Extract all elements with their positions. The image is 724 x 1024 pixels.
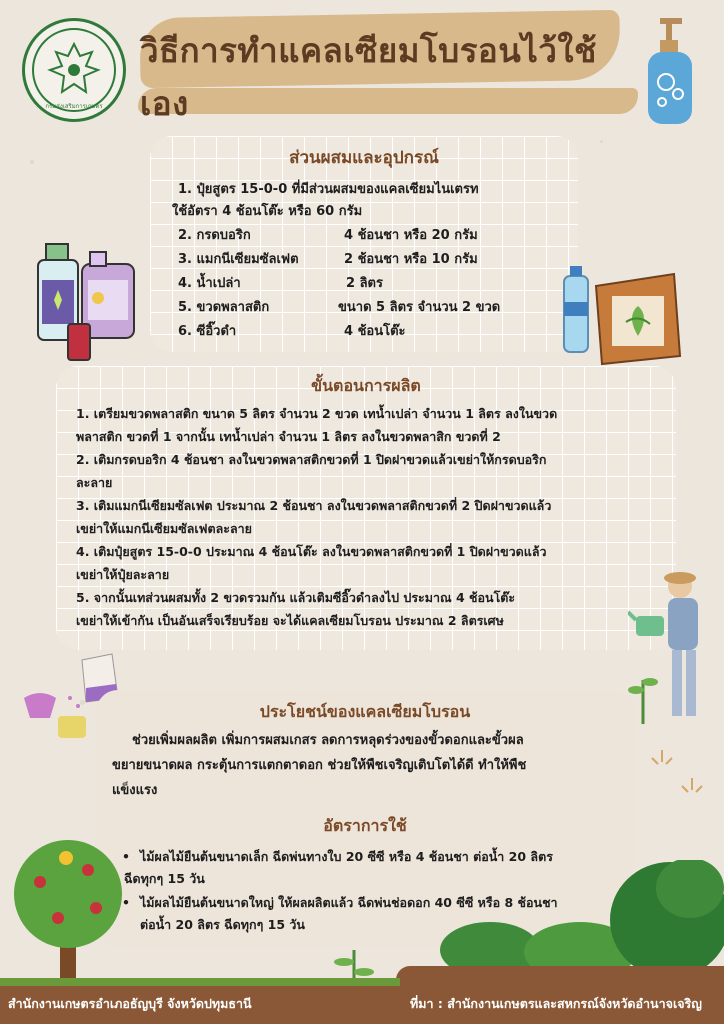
ingredient-name: 5. ขวดพลาสติก — [178, 300, 270, 315]
step-line: เขย่าให้ปุ๋ยละลาย — [76, 567, 170, 582]
ingredient-amount: 2 ช้อนชา หรือ 10 กรัม — [344, 252, 478, 267]
steps-heading: ขั้นตอนการผลิต — [311, 376, 421, 395]
ingredients-heading: ส่วนผสมและอุปกรณ์ — [289, 148, 439, 168]
grass-strip-icon — [0, 972, 400, 986]
bg-speck — [600, 140, 603, 143]
chemical-bottles-icon — [34, 240, 140, 364]
footer-source: ที่มา : สำนักงานเกษตรและสหกรณ์จังหวัดอำนาจเจริญ — [410, 996, 702, 1011]
logo-caption: กรมส่งเสริมการเกษตร — [45, 103, 103, 110]
ingredient-amount: 4 ช้อนชา หรือ 20 กรัม — [344, 228, 478, 243]
bullet-icon: • — [122, 849, 130, 864]
usage-line: ฉีดทุกๆ 15 วัน — [124, 871, 205, 886]
benefit-line: ช่วยเพิ่มผลผลิต เพิ่มการผสมเกสร ลดการหลุดร่วงของขั้วดอกและขั้วผล — [132, 733, 524, 748]
footer-office-name: สำนักงานเกษตรอำเภอธัญบุรี จังหวัดปทุมธานี — [8, 996, 252, 1011]
department-logo — [22, 18, 126, 122]
water-and-soil-bag-icon — [556, 256, 686, 376]
step-line: 3. เติมแมกนีเซียมซัลเฟต ประมาณ 2 ช้อนชา ลงในขวดพลาสติกขวดที่ 2 ปิดฝาขวดแล้ว — [76, 498, 552, 513]
benefits-heading: ประโยชน์ของแคลเซียมโบรอน — [259, 702, 471, 721]
benefits-text — [112, 728, 632, 803]
usage-heading: อัตราการใช้ — [323, 816, 407, 835]
step-line: 5. จากนั้นเทส่วนผสมทั้ง 2 ขวดรวมกัน แล้วเติมซีอิ๊วดำลงไป ประมาณ 4 ช้อนโต๊ะ — [76, 590, 516, 605]
usage-line: ไม้ผลไม้ยืนต้นขนาดเล็ก ฉีดพ่นทางใบ 20 ซีซี หรือ 4 ช้อนชา ต่อน้ำ 20 ลิตร — [140, 849, 553, 864]
bg-speck — [30, 160, 34, 164]
garuda-emblem-icon — [46, 40, 102, 100]
benefit-line: แข็งแรง — [112, 783, 158, 798]
bushes-icon — [440, 860, 724, 970]
step-line: 4. เติมปุ๋ยสูตร 15-0-0 ประมาณ 4 ช้อนโต๊ะ ลงในขวดพลาสติกขวดที่ 1 ปิดฝาขวดแล้ว — [76, 544, 547, 559]
usage-line: ต่อน้ำ 20 ลิตร ฉีดทุกๆ 15 วัน — [140, 917, 305, 932]
ingredients-panel — [150, 136, 578, 352]
ingredient-item-1-line-2: ใช้อัตรา 4 ช้อนโต๊ะ หรือ 60 กรัม — [172, 204, 363, 219]
ingredient-amount: 4 ช้อนโต๊ะ — [344, 324, 406, 339]
benefit-line: ขยายขนาดผล กระตุ้นการแตกตาดอก ช่วยให้พืชเจริญเติบโตได้ดี ทำให้พืช — [112, 758, 527, 773]
fruit-tree-icon — [10, 836, 128, 986]
sparkle-icon — [642, 748, 712, 812]
logo-emblem — [32, 28, 116, 112]
ingredient-amount: ขนาด 5 ลิตร จำนวน 2 ขวด — [338, 300, 501, 315]
usage-line: ไม้ผลไม้ยืนต้นขนาดใหญ่ ให้ผลผลิตแล้ว ฉีดพ่นช่อดอก 40 ซีซี หรือ 8 ช้อนชา — [140, 895, 558, 910]
ingredient-name: 4. น้ำเปล่า — [178, 276, 241, 291]
step-line: ละลาย — [76, 475, 113, 490]
ingredient-amount: 2 ลิตร — [346, 276, 383, 291]
steps-list — [76, 402, 676, 632]
step-line: เขย่าให้เข้ากัน เป็นอันเสร็จเรียบร้อย จะได้แคลเซียมโบรอน ประมาณ 2 ลิตรเศษ — [76, 613, 504, 628]
page-title: วิธีการทำแคลเซียมโบรอนไว้ใช้เอง — [140, 31, 597, 123]
ingredient-name: 6. ซีอิ๊วดำ — [178, 324, 237, 339]
step-line: พลาสติก ขวดที่ 1 จากนั้น เทน้ำเปล่า จำนวน 1 ลิตร ลงในขวดพลาสิก ขวดที่ 2 — [76, 429, 501, 444]
step-line: เขย่าให้แมกนีเซียมซัลเฟตละลาย — [76, 521, 252, 536]
step-line: 2. เติมกรดบอริก 4 ช้อนชา ลงในขวดพลาสติกขวดที่ 1 ปิดฝาขวดแล้วเขย่าให้กรดบอริก — [76, 452, 547, 467]
ingredient-item-1-line-1: 1. ปุ๋ยสูตร 15-0-0 ที่มีส่วนผสมของแคลเซียมไนเตรท — [178, 182, 479, 197]
ingredient-name: 2. กรดบอริก — [178, 228, 251, 243]
step-line: 1. เตรียมขวดพลาสติก ขนาด 5 ลิตร จำนวน 2 ขวด เทน้ำเปล่า จำนวน 1 ลิตร ลงในขวด — [76, 406, 558, 421]
soap-bottle-icon — [640, 16, 698, 128]
bullet-icon: • — [122, 895, 130, 910]
ingredient-name: 3. แมกนีเซียมซัลเฟต — [178, 252, 299, 267]
